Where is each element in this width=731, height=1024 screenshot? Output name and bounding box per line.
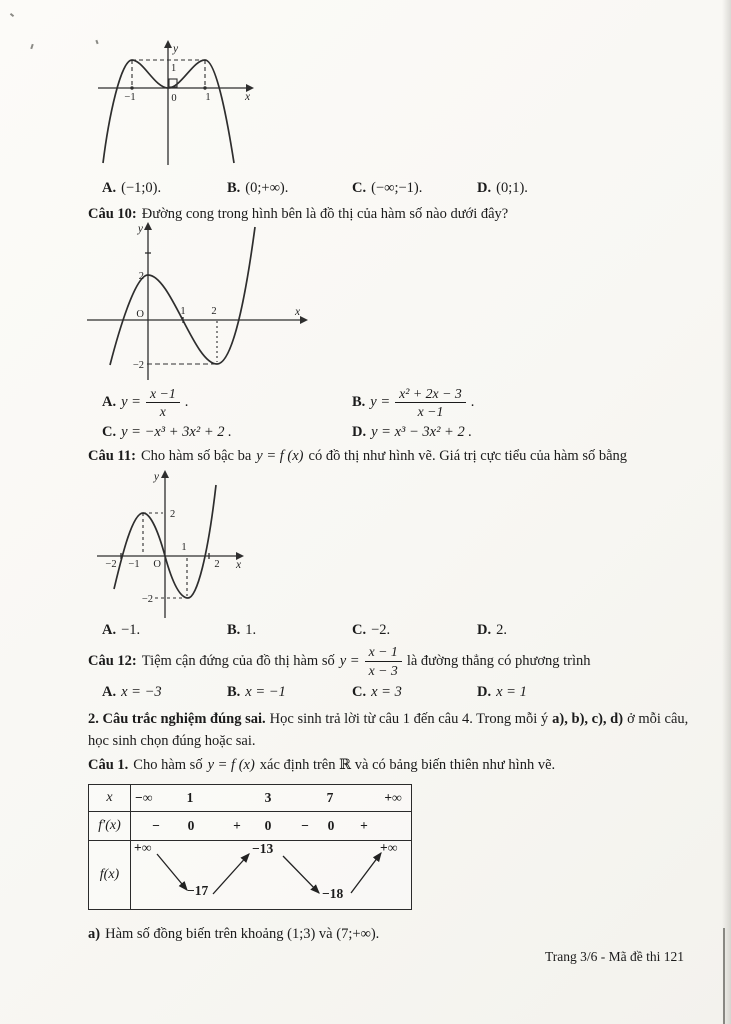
option-letter: A. [102,684,117,700]
fprime-sign: − [301,818,309,833]
arrow-decreasing [283,856,319,893]
x-axis-arrow [300,316,308,324]
question-12 [88,645,591,677]
row-label-fprime: f′(x) [89,812,131,840]
fprime-sign: 0 [327,818,335,833]
tick-dot [203,86,206,89]
scan-edge-line [723,928,725,1024]
option-math: x = 3 [371,684,402,700]
y-axis-arrow [164,40,172,48]
option-letter: C. [352,622,367,638]
option-letter: A. [102,622,117,638]
fraction [146,386,180,420]
variation-table [88,784,412,910]
fprime-sign: + [360,818,368,833]
tick-label: −2 [132,360,144,371]
option-math: x = −3 [121,684,162,700]
option-math: x = 1 [496,684,527,700]
numerator: x −1 [146,386,180,403]
curve [110,227,255,365]
q11-option-c [352,622,390,639]
tick-label: 2 [170,509,176,520]
q9-option-d [477,180,528,197]
f-min-value: −18 [322,886,344,901]
figure-cubic-graph-q10 [85,222,315,380]
question-11-pre: Cho hàm số bậc ba [140,448,252,464]
option-letter: D. [477,684,492,700]
scan-speck [10,13,14,17]
option-letter: B. [352,394,366,411]
section-2-heading-line1 [88,711,688,728]
option-letter: D. [352,424,367,440]
figure-quartic-graph [95,40,260,165]
statement-a-text: Hàm số đồng biến trên khoảng (1;3) và (7;+∞). [105,926,380,942]
q12-option-a [102,684,162,701]
f-min-value: −17 [187,883,209,898]
x-value: 1 [186,790,194,805]
page-footer: Trang 3/6 - Mã đề thi 121 [545,949,684,964]
option-period: . [470,394,475,411]
x-value: 7 [326,790,334,805]
statement-a-label: a) [88,926,101,942]
x-value: −∞ [135,790,153,805]
f-max-value: −13 [252,841,274,856]
option-letter: A. [102,394,117,411]
option-letter: B. [227,180,241,196]
fprime-sign: 0 [264,818,272,833]
option-letter: B. [227,622,241,638]
fraction [395,386,466,420]
q11-option-b [227,622,256,639]
section-2-text: Học sinh trả lời từ câu 1 đến câu 4. Trong mỗi ý [269,711,549,727]
option-letter: D. [477,622,492,638]
question-11 [88,448,627,465]
x-axis-label: x [236,559,242,571]
q9-option-a [102,180,161,197]
numerator: x − 1 [365,644,402,661]
arrow-decreasing [157,854,187,890]
tick-label: 1 [180,306,186,317]
q10-option-b [352,386,474,420]
figure-cubic-graph-q11 [95,470,255,620]
f-limit: +∞ [380,840,398,855]
question-1-math: y = f (x) [207,757,255,773]
tick-label: 2 [214,559,220,570]
option-math: x = −1 [245,684,286,700]
option-letter: D. [477,180,492,196]
tick-label: −1 [128,559,140,570]
tick-label: 0 [171,93,177,104]
option-math: y = −x³ + 3x² + 2 . [121,424,232,440]
option-text: −1. [121,622,141,638]
row-label-f: f(x) [89,841,131,909]
scan-edge-shade [722,0,731,1024]
q9-option-b [227,180,288,197]
q11-option-d [477,622,507,639]
statement-a [88,926,379,943]
option-letter: C. [352,684,367,700]
q10-option-a [102,386,188,420]
denominator: x − 3 [368,662,398,678]
option-text: (0;+∞). [245,180,289,196]
option-math: y = x³ − 3x² + 2 . [371,424,472,440]
section-2-text: ở mỗi câu, [627,711,689,727]
tick-label: −2 [141,594,153,605]
q10-option-d [352,424,472,441]
row-label-x: x [89,785,131,811]
y-axis-label: y [153,471,159,483]
option-math: y = [121,394,141,411]
option-letter: A. [102,180,117,196]
question-11-label: Câu 11: [88,448,136,464]
tick-label: −1 [124,92,136,103]
option-text: −2. [371,622,391,638]
section-2-title: 2. Câu trắc nghiệm đúng sai. [88,711,266,727]
question-1 [88,757,555,774]
option-text: (−1;0). [121,180,162,196]
x-axis-label: x [295,306,301,318]
question-10-label: Câu 10: [88,206,137,222]
tick-label: 1 [171,63,177,74]
option-text: 1. [245,622,257,638]
x-value: +∞ [384,790,402,805]
question-10-text: Đường cong trong hình bên là đồ thị của hàm số nào dưới đây? [141,206,509,222]
variation-table-row-fprime [89,812,411,841]
scan-speck [30,44,33,49]
option-letter: B. [227,684,241,700]
y-axis-label: y [173,43,179,55]
section-2-items: a), b), c), d) [552,711,624,727]
origin-label: O [153,559,161,570]
section-2-heading-line2: học sinh chọn đúng hoặc sai. [88,733,256,749]
option-text: (−∞;−1). [371,180,423,196]
q9-option-c [352,180,422,197]
denominator: x [159,404,166,420]
q11-option-a [102,622,140,639]
fprime-sign: + [233,818,241,833]
arrow-increasing [213,854,249,894]
y-axis-arrow [161,470,169,478]
tick-label: 2 [138,271,144,282]
tick-dot [130,86,133,89]
tick-label: −2 [105,559,117,570]
x-value: 3 [264,790,272,805]
y-axis-label: y [137,223,143,235]
x-axis-label: x [245,91,251,103]
numerator: x² + 2x − 3 [395,386,466,403]
question-12-post: là đường thẳng có phương trình [406,652,591,669]
question-12-math: y = [339,652,360,669]
f-limit: +∞ [134,840,152,855]
option-letter: C. [102,424,117,440]
question-12-label: Câu 12: [88,652,137,669]
question-11-post: có đồ thị như hình vẽ. Giá trị cực tiểu của hàm số bằng [308,448,628,464]
question-12-pre: Tiệm cận đứng của đồ thị hàm số [141,652,335,669]
q10-option-c [102,424,232,441]
fprime-sign: − [152,818,160,833]
question-10 [88,206,508,223]
option-letter: C. [352,180,367,196]
tick-label: 2 [211,306,217,317]
tick-label: 1 [205,92,211,103]
question-1-pre: Cho hàm số [133,757,203,773]
q12-option-b [227,684,286,701]
variation-table-row-x [89,785,411,812]
option-text: (0;1). [496,180,528,196]
option-period: . [184,394,189,411]
fprime-sign: 0 [187,818,195,833]
question-11-math: y = f (x) [256,448,304,464]
question-1-label: Câu 1. [88,757,129,773]
fraction [365,644,402,678]
y-axis-arrow [144,222,152,230]
denominator: x −1 [417,404,444,420]
question-1-post: xác định trên ℝ và có bảng biến thiên như hình vẽ. [259,757,556,773]
tick-label: 1 [181,542,187,553]
origin-label: O [136,309,144,320]
option-math: y = [370,394,391,411]
arrow-increasing [351,853,381,893]
q12-option-d [477,684,527,701]
variation-table-row-f [89,841,411,909]
option-text: 2. [496,622,507,638]
q12-option-c [352,684,402,701]
